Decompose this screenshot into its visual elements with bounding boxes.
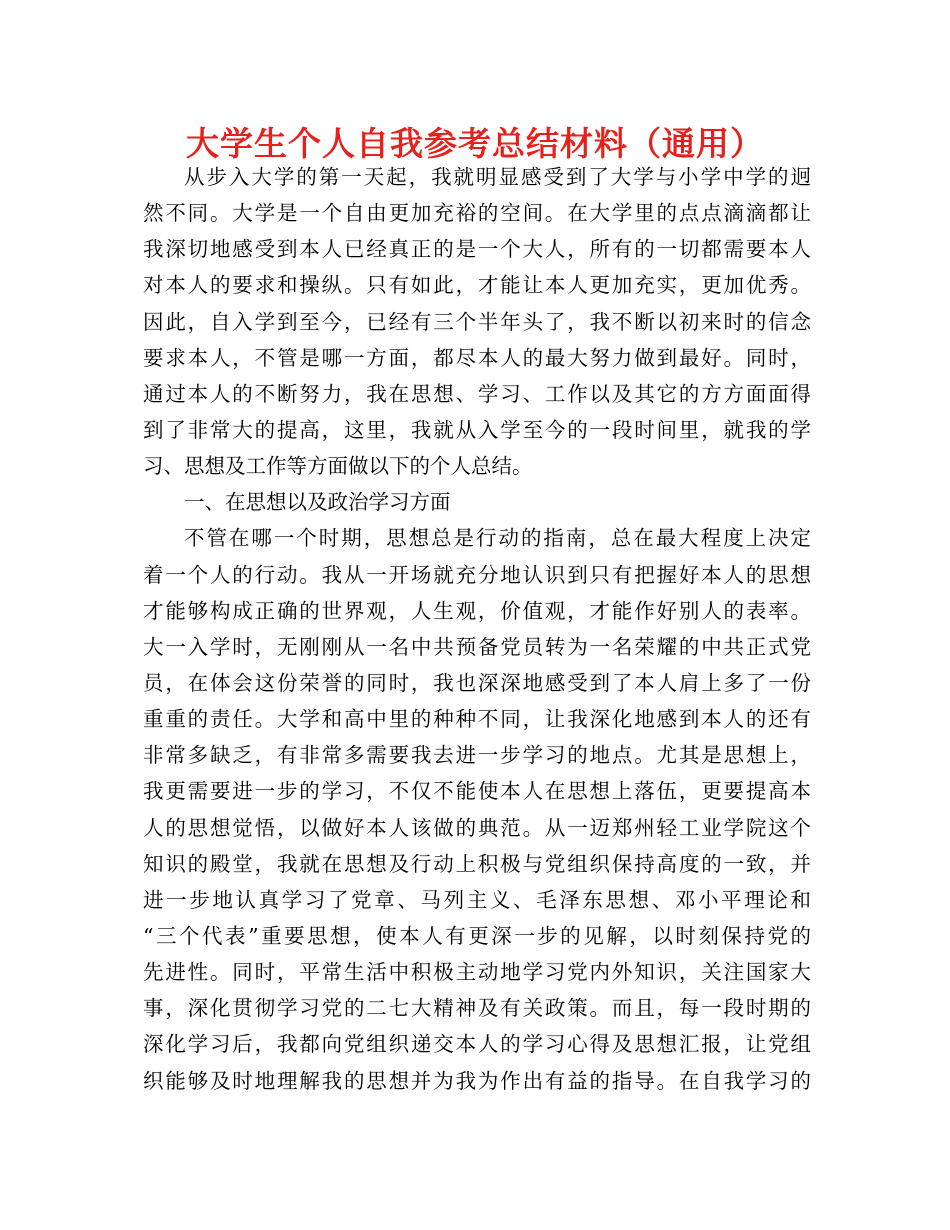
paragraph-line: 习、思想及工作等方面做以下的个人总结。 <box>143 454 533 479</box>
paragraph-line: 因此，自入学到至今，已经有三个半年头了，我不断以初来时的信念 <box>143 309 811 334</box>
paragraph-line: 从步入大学的第一天起，我就明显感受到了大学与小学中学的迥 <box>184 165 811 189</box>
paragraph-line: 我深切地感受到本人已经真正的是一个大人，所有的一切都需要本人 <box>143 237 811 262</box>
paragraph-line: 通过本人的不断努力，我在思想、学习、工作以及其它的方方面面得 <box>143 381 811 406</box>
document-title: 大学生个人自我参考总结材料（通用） <box>186 124 764 163</box>
paragraph-line: 织能够及时地理解我的思想并为我为作出有益的指导。在自我学习的 <box>143 1068 811 1093</box>
paragraph-line: 事，深化贯彻学习党的二七大精神及有关政策。而且，每一段时期的 <box>143 996 811 1021</box>
paragraph-line: 要求本人，不管是哪一方面，都尽本人的最大努力做到最好。同时， <box>143 345 811 370</box>
paragraph-line: 对本人的要求和操纵。只有如此，才能让本人更加充实，更加优秀。 <box>143 273 811 298</box>
paragraph-line: 大一入学时，无刚刚从一名中共预备党员转为一名荣耀的中共正式党 <box>143 634 811 659</box>
paragraph-line: 不管在哪一个时期，思想总是行动的指南，总在最大程度上决定 <box>184 526 811 551</box>
paragraph-line: 进一步地认真学习了党章、马列主义、毛泽东思想、邓小平理论和 <box>143 887 811 912</box>
paragraph-line: 非常多缺乏，有非常多需要我去进一步学习的地点。尤其是思想上， <box>143 743 811 768</box>
paragraph-line: 知识的殿堂，我就在思想及行动上积极与党组织保持高度的一致，并 <box>143 851 811 876</box>
paragraph-line: 员，在体会这份荣誉的同时，我也深深地感受到了本人肩上多了一份 <box>143 670 811 695</box>
paragraph-line: 然不同。大学是一个自由更加充裕的空间。在大学里的点点滴滴都让 <box>143 201 811 226</box>
document-body <box>143 159 811 1099</box>
paragraph-line: 才能够构成正确的世界观，人生观，价值观，才能作好别人的表率。 <box>143 598 811 623</box>
paragraph-line: 着一个人的行动。我从一开场就充分地认识到只有把握好本人的思想 <box>143 562 811 587</box>
paragraph-line: 人的思想觉悟，以做好本人该做的典范。从一迈郑州轻工业学院这个 <box>143 815 811 840</box>
paragraph-line: 深化学习后，我都向党组织递交本人的学习心得及思想汇报，让党组 <box>143 1032 811 1057</box>
paragraph-line: 我更需要进一步的学习，不仅不能使本人在思想上落伍，更要提高本 <box>143 779 811 804</box>
paragraph-line: 先进性。同时，平常生活中积极主动地学习党内外知识，关注国家大 <box>143 960 811 985</box>
section-heading: 一、在思想以及政治学习方面 <box>184 490 451 515</box>
paragraph-line: “三个代表”重要思想，使本人有更深一步的见解，以时刻保持党的 <box>143 923 811 948</box>
paragraph-line: 到了非常大的提高，这里，我就从入学至今的一段时间里，就我的学 <box>143 417 811 442</box>
paragraph-line: 重重的责任。大学和高中里的种种不同，让我深化地感到本人的还有 <box>143 707 811 732</box>
